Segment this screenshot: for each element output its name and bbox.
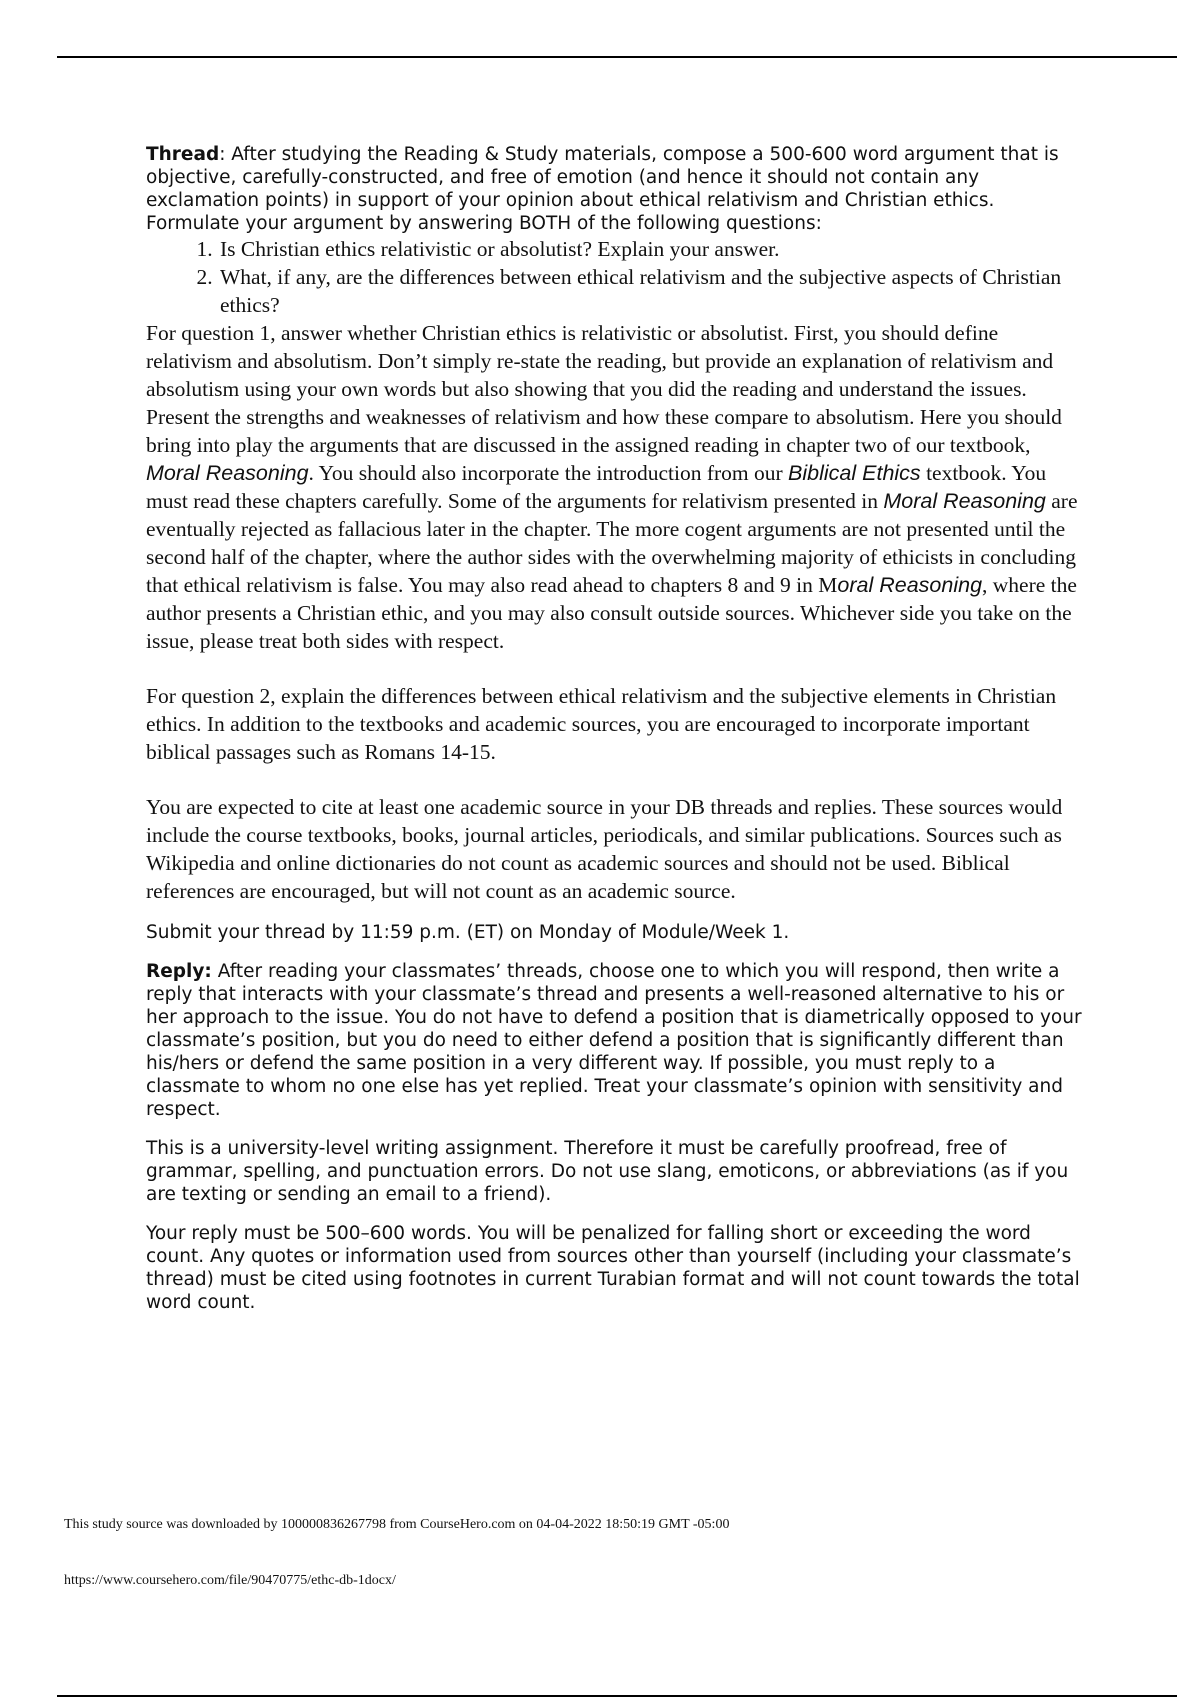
q1-text-1: For question 1, answer whether Christian ethics is relativistic or absolutist. First, you should define relativism and absolutism. Don’t simply re-state the reading, but provide an explanation of relativism and absolutism using your own words but also showing that you did the reading and understand the issues. Present the strengths and weaknesses of relativism and how these compare to absolutism. Here you should bring into play the arguments that are discussed in the assigned reading in chapter two of our textbook, bbox=[146, 321, 1062, 457]
q1-text-4: are eventually rejected as fallacious later in the chapter. The more cogent arguments are not presented until the second half of the chapter, where the author sides with the overwhelming majority of ethicists in concluding that ethical relativism is false. You may also read ahead to chapters 8 and 9 in M bbox=[146, 489, 1078, 597]
top-rule bbox=[57, 56, 1177, 58]
book-title-moral-reasoning-3: oral Reasoning bbox=[837, 573, 983, 597]
book-title-moral-reasoning: Moral Reasoning bbox=[146, 461, 309, 485]
thread-label: Thread bbox=[146, 144, 220, 165]
source-url: https://www.coursehero.com/file/90470775/ethc-db-1docx/ bbox=[64, 1573, 396, 1588]
book-title-biblical-ethics: Biblical Ethics bbox=[788, 461, 921, 485]
q1-text-2: . You should also incorporate the introduction from our bbox=[308, 461, 789, 485]
download-notice: This study source was downloaded by 100000836267798 from CourseHero.com on 04-04-2022 18:50:19 GMT -05:00 bbox=[64, 1517, 730, 1532]
book-title-moral-reasoning-2: Moral Reasoning bbox=[883, 489, 1046, 513]
thread-instructions bbox=[146, 143, 1086, 235]
word-count-requirements: Your reply must be 500–600 words. You will be penalized for falling short or exceeding the word count. Any quotes or information used from sources other than yourself (including your classmate’s thread) must be cited using footnotes in current Turabian format and will not count towards the total word count. bbox=[146, 1223, 1080, 1313]
bottom-rule bbox=[57, 1695, 1177, 1697]
question-2-guidance: For question 2, explain the differences between ethical relativism and the subjective elements in Christian ethics. In addition to the textbooks and academic sources, you are encouraged to incorporate important biblical passages such as Romans 14-15. bbox=[146, 684, 1057, 764]
reply-label: Reply: bbox=[146, 961, 212, 982]
q1-text-3: textbook. You must read these chapters carefully. Some of the arguments for relativism presented in bbox=[146, 461, 1047, 513]
deadline-paragraph: Submit your thread by 11:59 p.m. (ET) on Monday of Module/Week 1. bbox=[146, 922, 790, 943]
writing-requirements: This is a university-level writing assignment. Therefore it must be carefully proofread, free of grammar, spelling, and punctuation errors. Do not use slang, emoticons, or abbreviations (as if you are texting or sending an email to a friend). bbox=[146, 1138, 1069, 1205]
question-list bbox=[146, 235, 1086, 319]
q1-text-5: , where the author presents a Christian ethic, and you may also consult outside sources. Whichever side you take on the issue, please treat both sides with respect. bbox=[146, 573, 1077, 653]
document-body bbox=[146, 143, 1086, 1314]
question-1-guidance bbox=[146, 319, 1086, 655]
question-2: 2. What, if any, are the differences between ethical relativism and the subjective aspects of Christian ethics? bbox=[218, 263, 1086, 319]
reply-instructions bbox=[146, 960, 1086, 1121]
reply-text: After reading your classmates’ threads, choose one to which you will respond, then write a reply that interacts with your classmate’s thread and presents a well-reasoned alternative to his or her approach to the issue. You do not have to defend a position that is diametrically opposed to your classmate’s position, but you do need to either defend a position that is significantly different than his/hers or defend the same position in a very different way. If possible, you must reply to a classmate to whom no one else has yet replied. Treat your classmate’s opinion with sensitivity and respect. bbox=[146, 961, 1082, 1120]
sources-paragraph: You are expected to cite at least one academic source in your DB threads and replies. These sources would include the course textbooks, books, journal articles, periodicals, and similar publications. Sources such as Wikipedia and online dictionaries do not count as academic sources and should not be used. Biblical references are encouraged, but will not count as an academic source. bbox=[146, 795, 1063, 903]
thread-intro: : After studying the Reading & Study materials, compose a 500-600 word argument that is objective, carefully-constructed, and free of emotion (and hence it should not contain any exclamation points) in support of your opinion about ethical relativism and Christian ethics. Formulate your argument by answering BOTH of the following questions: bbox=[146, 144, 1059, 234]
question-1: 1. Is Christian ethics relativistic or absolutist? Explain your answer. bbox=[218, 235, 1086, 263]
